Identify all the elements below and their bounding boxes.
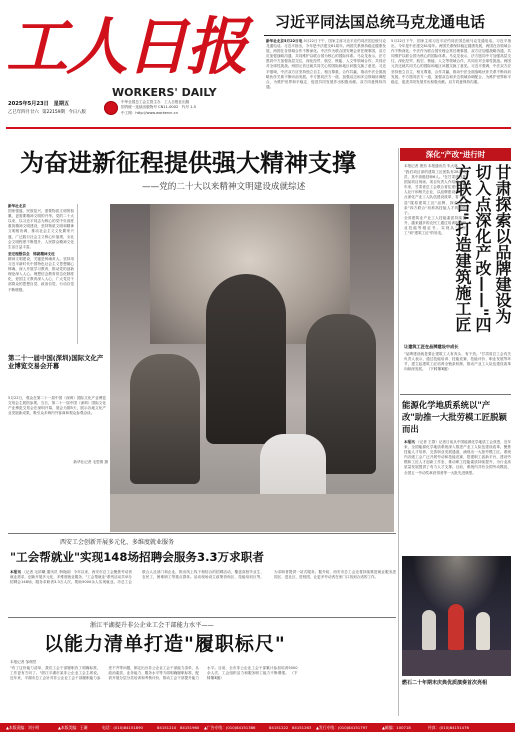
info-line: 国内统一连续出版物号 CN11-0002 代号 1-5 xyxy=(121,105,197,110)
column-body-2 xyxy=(404,352,511,392)
column-end: （下转第3版） xyxy=(426,367,451,372)
date-text: 2025年5月23日 xyxy=(8,101,49,107)
divider xyxy=(398,148,399,716)
top-story-lead: 新华社北京5月22日电 xyxy=(266,39,303,43)
side-headline: 能源化学地质系统以"产改"助推一大批劳模工匠脱颖而出 xyxy=(402,400,507,434)
side-body-text: （记者 王群）记者日前从中国能源化学地质工会获悉，近年来，全国能源化学地质系统深入推进产业工人队伍建设改革，聚焦技能人才培养，完善职业发展通道，涌现出一大批劳模工匠。系统内各级工会广泛开展劳动和技能竞赛，搭建职工创新平台，建设劳模和工匠人才创新工作室，推动职工技能素质持续提升，为行业高质量发展提供了有力人才支撑。目前，系统内共有全国劳动模范、全国五一劳动奖章获得者等一大批先进典型。 xyxy=(404,440,511,475)
footer-item: 84151263 xyxy=(292,725,312,730)
column-body-text: "品牌建设就是要让建筑工人有奔头、有干劲。"甘肃省总工会有关负责人表示，通过技能培训、技能竞赛、技能评价、职业发展等环节，建立起建筑工匠培养全链条机制，推动产业工人队伍建设改革向纵深发展。 xyxy=(404,352,511,372)
column-headline: 甘肃探索以品牌建设为切入点深化产改——"四方联合"打造建筑施工匠 xyxy=(453,164,512,333)
footer-item: 84151210 xyxy=(157,725,177,730)
divider xyxy=(6,127,511,129)
caption-credit: 新华社记者 毛思倩 摄 xyxy=(73,460,108,464)
lunar-text: 乙巳年四月廿六 xyxy=(8,110,39,115)
stage-floor xyxy=(402,650,511,676)
masthead-date xyxy=(8,101,98,108)
main-byline: 新华社北京 xyxy=(8,204,26,208)
emblem-icon xyxy=(104,101,118,115)
photo-floor xyxy=(110,494,394,532)
photo-caption xyxy=(8,354,108,470)
performer-figure xyxy=(448,604,464,650)
mid-byline: 本报讯 xyxy=(10,570,21,574)
divider xyxy=(264,35,511,36)
pages-text: 今日八版 xyxy=(68,110,86,115)
footer-item: 84151222 xyxy=(269,725,289,730)
main-headline: 为奋进新征程提供强大精神支撑 xyxy=(20,149,356,177)
side-body xyxy=(404,440,511,552)
main-col1 xyxy=(8,204,74,344)
performer-figure xyxy=(422,610,436,650)
bottom-body-text: "有了这份能力清单，我们工会干部履职有了明确标准，工作更有方向了。"浙江平湖市某非公企业工会主席说。近年来，平湖市总工会针对非公企业工会干部履职能力参差不齐等问题，制定出台非公企业工会干部能力清单，从政治素质、业务能力、服务水平等方面明确履职标准，配套开展分层分类培训和考核评价，推动工会干部提升能力水平。目前，全市非公企业工会干部累计参加培训5000余人次，工会组织活力和服务职工能力不断增强。 xyxy=(10,666,298,681)
top-story-body: 5月22日下午，国家主席习近平应约同法国总统马克龙通电话。习近平指出，今年是中法建交61周年。两国关系保持稳定健康发展，两国在各领域合作不断深化。中法作为联合国安理会常任理事国，双方应加强战略沟通，共同维护以联合国为核心的国际体系。马克龙表示，法方愿同中方加强高层交往，深化经贸、航空、核能、人文等领域合作，共同应对全球性挑战。两国元首还就共同关心的国际和地区问题交换了意见。习近平强调，中法双方应坚持独立自主，相互尊重，合作共赢，推动中法全面战略伙伴关系不断向前发展。中方愿同法方一道，加强双边和多边领域协调配合，为维护世界和平稳定、促进共同发展作出积极贡献。双方同意保持沟通。 xyxy=(266,39,386,89)
main-section: 坚定理想信念 铸就精神支柱 xyxy=(8,251,55,256)
divider xyxy=(8,617,396,618)
bottom-headline: 以能力清单打造"履职标尺" xyxy=(44,633,286,655)
masthead-english: WORKERS' DAILY xyxy=(112,86,217,99)
main-photo xyxy=(110,204,394,532)
mid-body xyxy=(10,570,396,614)
top-story-body-right: 5月22日下午，国家主席习近平应约同法国总统马克龙通电话。习近平指出，今年是中法建交61周年。两国关系保持稳定健康发展，两国在各领域合作不断深化。中法作为联合国安理会常任理事国，双方应加强战略沟通，共同维护以联合国为核心的国际体系。马克龙表示，法方愿同中方加强高层交往，深化经贸、航空、核能、人文等领域合作，共同应对全球性挑战。两国元首还就共同关心的国际和地区问题交换了意见。习近平强调，中法双方应坚持独立自主，相互尊重，合作共赢，推动中法全面战略伙伴关系不断向前发展。中方愿同法方一道，加强双边和多边领域协调配合，为维护世界和平稳定、促进共同发展作出积极贡献。双方同意保持沟通。 xyxy=(391,39,511,84)
main-body: 国家强盛，民族复兴，需要物质文明的积累，更需要精神文明的升华。党的二十大以来，以习近平同志为核心的党中央高度重视精神文明建设，坚持物质文明和精神文明相协调，推动社会主义文化繁荣兴盛，广泛践行社会主义核心价值观，全社会文明程度不断提升，人民群众精神文化生活日益丰富。 xyxy=(8,209,74,249)
masthead xyxy=(0,0,260,122)
main-body: 精神文明建设，关键是铸魂育人。坚持用习近平新时代中国特色社会主义思想凝心铸魂，深入开展学习教育，推动党的创新理论深入人心。理想信念教育常态化制度化，爱国主义教育深入人心，广大党员干部群众的思想自觉、政治自觉、行动自觉不断增强。 xyxy=(8,256,74,292)
column-body-text: "我们项目部的建筑工匠团队有28名成员，其中高级技师6人。"在甘肃建投集团某项目现场，项目负责人介绍说。近年来，甘肃省总工会联合省住建厅、省人社厅和相关企业，以品牌建设为切入点深化产业工人队伍建设改革，着力打造"陇原建筑工匠"品牌，探索出一条"四方联合"培养高技能人才的新路子。 xyxy=(404,170,466,215)
photo-figure xyxy=(130,354,200,484)
performer-figure xyxy=(476,612,490,650)
column-tag-text: 深化"产改"进行时 xyxy=(425,150,486,159)
column-section: 让建筑工匠在品牌建设中成长 xyxy=(404,344,459,349)
footer-item: ▲发行专线：(010)84151797 xyxy=(316,725,368,730)
footer-item: 84151960 xyxy=(180,725,200,730)
side-byline: 本报讯 xyxy=(404,440,415,444)
caption-body: 5月22日，观众在第二十一届中国（深圳）国际文化产业博览交易会主展馆参观。当日，第二十一届中国（深圳）国际文化产业博览交易会在深圳开幕，展会为期5天，展示各地文化产业发展新成果，吸引众多海内外客商和观众参观洽谈。 xyxy=(8,396,106,416)
small-photo-caption: 燃石二十年期末庆典优质演奏首次亮相 xyxy=(402,680,488,686)
issue-text: 第22159期 xyxy=(42,110,65,115)
bottom-body xyxy=(10,666,396,718)
footer-item: ▲本版美编：王珊 xyxy=(58,725,88,730)
mid-kicker: 西安工会创新开展多元化、多维度就业服务 xyxy=(60,539,175,546)
main-subhead: ——党的二十大以来精神文明建设成就综述 xyxy=(142,182,306,192)
bottom-kicker: 浙江平湖提升非公企业工会干部能力水平—— xyxy=(90,622,214,629)
bottom-byline: 本报记者 邹倜然 xyxy=(10,660,37,664)
top-story-body-left xyxy=(266,39,386,125)
mid-body-text: （记者 毛浓曦 通讯员 李晓丽）今年以来，西安市总工会聚焦劳动者就业需求，创新开展多元化、多维度就业服务，"工会帮就业"系列活动共举办招聘会148场，服务求职者3.3万人次，帮助5000余人实现就业。市总工会联合人社部门和企业，推出线上线下相结合的招聘活动，覆盖高校毕业生、农民工、困难职工等重点群体。活动现场设立政策咨询区、技能培训区等，为求职者提供一站式服务。据介绍，西安市总工会还将持续推进就业服务进园区、进社区、进校园，让更多劳动者在家门口找到合适的工作。 xyxy=(10,570,396,585)
footer-item: ▲邮编：100718 xyxy=(382,725,411,730)
info-line: 中工网：http://www.workercn.cn xyxy=(121,110,178,115)
column-byline: 本报记者 康劲 本报通讯员 朱大林 xyxy=(404,164,458,168)
small-photo xyxy=(402,556,511,676)
footer-item: ▲广告专线：(010)84151386 xyxy=(204,725,256,730)
top-story-headline: 习近平同法国总统马克龙通电话 xyxy=(275,13,486,31)
photo-figure xyxy=(206,274,286,444)
masthead-issue xyxy=(8,110,104,116)
masthead-info xyxy=(121,100,259,116)
footer-item: ▲本版责编：刘小明 xyxy=(6,725,40,730)
masthead-logo: 工人日报 xyxy=(6,10,247,83)
column-body-text: 全省建筑业产业工人技能素质持续提升，越来越多的农民工通过培训取得职业技能等级证书，实现从"农民工"到"建筑工匠"的转变。 xyxy=(404,215,466,236)
bottom-end: （下转第3版） xyxy=(207,671,298,681)
divider xyxy=(400,394,511,395)
info-line: 中华全国总工会主管主办 工人日报社出版 xyxy=(121,100,190,104)
weekday-text: 星期五 xyxy=(53,101,70,107)
divider xyxy=(8,533,396,534)
footer-item: 传真：(010)84151476 xyxy=(428,725,469,730)
mid-headline: "工会帮就业"实现148场招聘会服务3.3万求职者 xyxy=(10,550,264,564)
footer-item: 电话：(010)84151890 xyxy=(102,725,143,730)
column-body xyxy=(404,170,466,350)
divider xyxy=(77,204,78,344)
column-tag xyxy=(400,148,511,161)
caption-title: 第二十一届中国(深圳)国际文化产业博览交易会开幕 xyxy=(8,354,104,371)
